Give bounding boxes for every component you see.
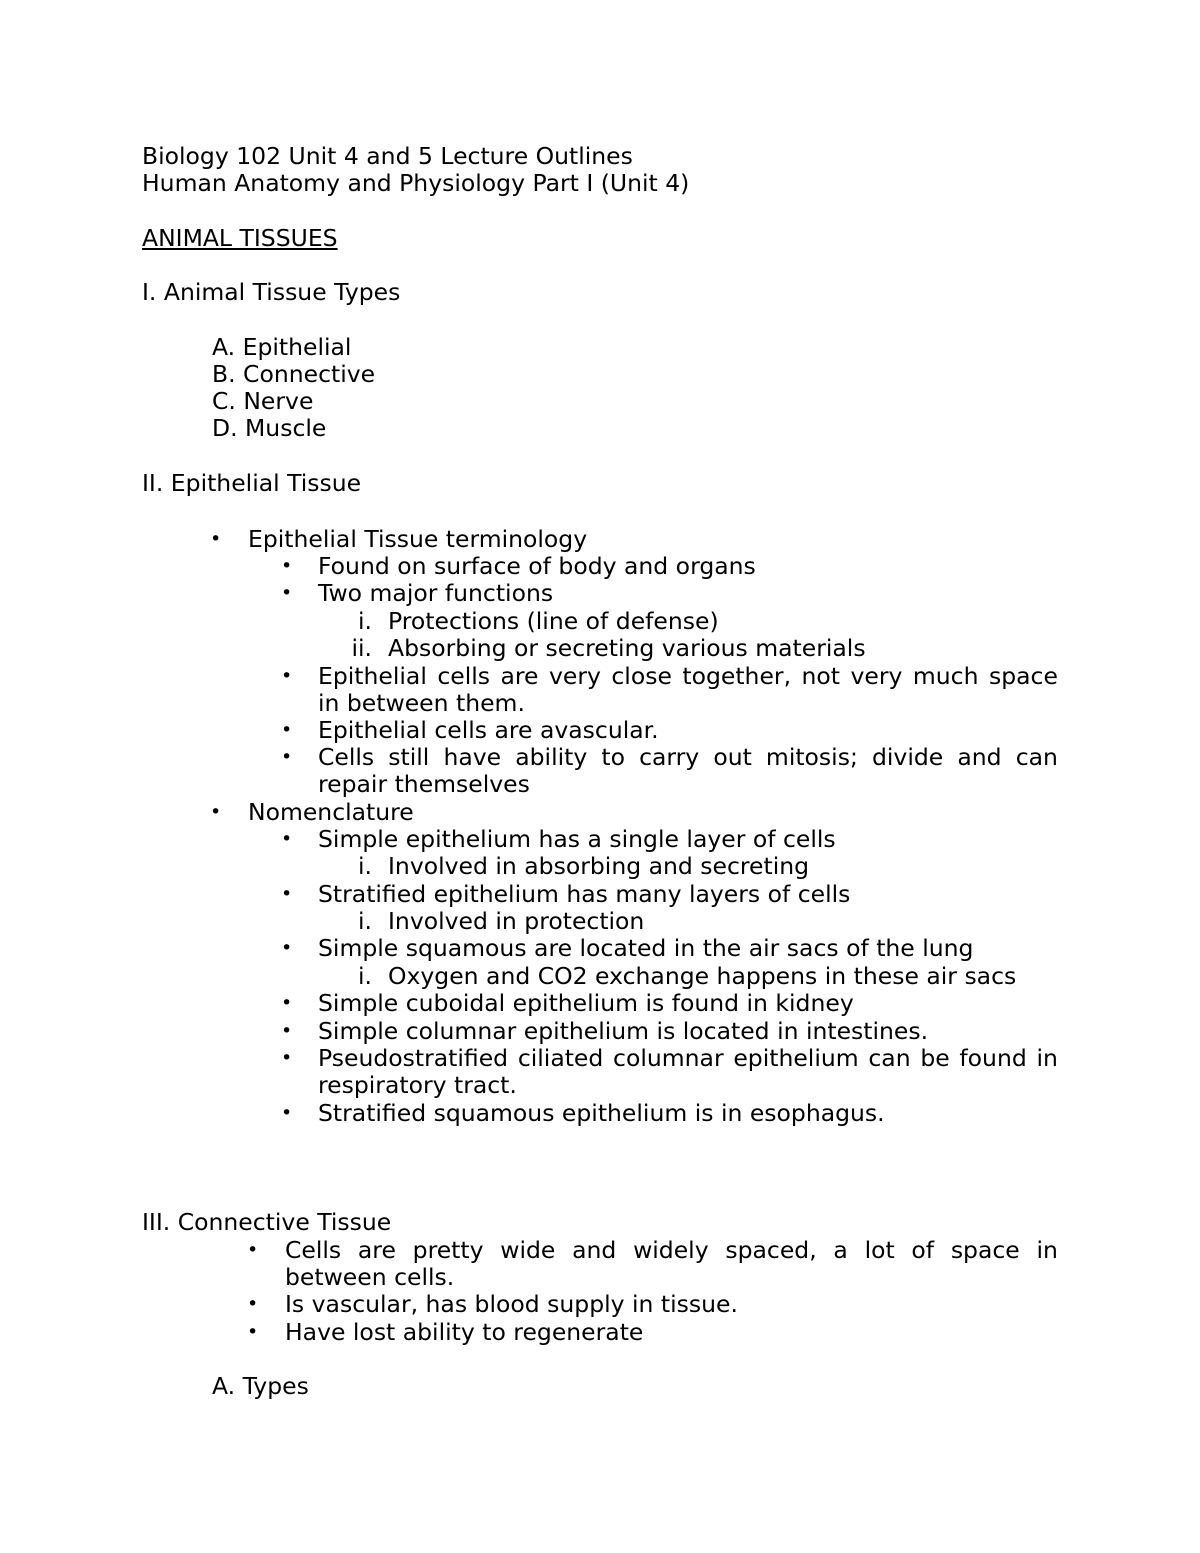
word: a — [833, 1236, 848, 1264]
word: cells — [437, 662, 491, 690]
word: widely — [633, 1236, 709, 1264]
word: columnar — [613, 1044, 724, 1072]
word: found — [959, 1044, 1027, 1072]
word: of — [911, 1236, 935, 1264]
sub-list-item: Involved in protection — [388, 907, 645, 935]
word: mitosis; — [765, 743, 858, 771]
terminology-label: Epithelial Tissue terminology — [248, 525, 588, 553]
list-item-continuation: respiratory tract. — [318, 1071, 517, 1099]
word: pretty — [412, 1236, 484, 1264]
bullet: • — [281, 1020, 293, 1042]
tissue-type-item: B. Connective — [212, 360, 376, 388]
bullet: • — [247, 1239, 259, 1261]
sub-list-item: Absorbing or secreting various materials — [388, 634, 866, 662]
sub-list-item: Protections (line of defense) — [388, 607, 719, 635]
roman-numeral: i. — [358, 607, 372, 635]
roman-numeral: i. — [358, 907, 372, 935]
word: to — [601, 743, 625, 771]
bullet: • — [281, 719, 293, 741]
bullet: • — [281, 992, 293, 1014]
section-2-title: II. Epithelial Tissue — [142, 469, 362, 497]
bullet: • — [281, 1102, 293, 1124]
bullet: • — [281, 937, 293, 959]
word: and — [572, 1236, 617, 1264]
roman-numeral: ii. — [351, 634, 372, 662]
list-item-justified — [318, 662, 1058, 690]
word: much — [912, 662, 979, 690]
word: space — [950, 1236, 1020, 1264]
list-item: Have lost ability to regenerate — [285, 1318, 644, 1346]
list-item: Stratified epithelium has many layers of cells — [318, 880, 851, 908]
tissue-type-item: D. Muscle — [212, 414, 327, 442]
word: carry — [639, 743, 700, 771]
list-item: Found on surface of body and organs — [318, 552, 756, 580]
word: Epithelial — [318, 662, 427, 690]
word: Pseudostratified — [318, 1044, 509, 1072]
sub-list-item: Oxygen and CO2 exchange happens in these air sacs — [388, 962, 1017, 990]
section-heading: ANIMAL TISSUES — [142, 224, 338, 252]
list-item-continuation: in between them. — [318, 689, 525, 717]
list-item: Is vascular, has blood supply in tissue. — [285, 1290, 738, 1318]
word: ciliated — [517, 1044, 604, 1072]
word: ability — [515, 743, 588, 771]
bullet: • — [210, 801, 222, 823]
bullet: • — [281, 828, 293, 850]
word: spaced, — [725, 1236, 817, 1264]
word: Cells — [285, 1236, 342, 1264]
list-item-justified — [318, 1044, 1058, 1072]
bullet: • — [281, 582, 293, 604]
list-item-justified — [318, 743, 1058, 771]
word: lot — [864, 1236, 895, 1264]
document-title: Biology 102 Unit 4 and 5 Lecture Outlines — [142, 142, 633, 170]
word: close — [611, 662, 672, 690]
bullet: • — [210, 528, 222, 550]
list-item-justified — [285, 1236, 1058, 1264]
bullet: • — [281, 555, 293, 577]
word: in — [1036, 1044, 1058, 1072]
section-3-title: III. Connective Tissue — [142, 1208, 392, 1236]
bullet: • — [281, 883, 293, 905]
word: very — [850, 662, 903, 690]
list-item-continuation: between cells. — [285, 1263, 455, 1291]
word: Cells — [318, 743, 375, 771]
bullet: • — [247, 1293, 259, 1315]
list-item-continuation: repair themselves — [318, 770, 530, 798]
tissue-type-item: A. Epithelial — [212, 333, 352, 361]
word: out — [713, 743, 752, 771]
word: can — [868, 1044, 911, 1072]
word: together, — [682, 662, 792, 690]
word: and — [957, 743, 1002, 771]
word: wide — [500, 1236, 556, 1264]
word: very — [548, 662, 601, 690]
section-1-title: I. Animal Tissue Types — [142, 278, 401, 306]
word: divide — [871, 743, 944, 771]
word: have — [443, 743, 502, 771]
word: in — [1036, 1236, 1058, 1264]
list-item: Simple epithelium has a single layer of cells — [318, 825, 836, 853]
roman-numeral: i. — [358, 962, 372, 990]
word: still — [388, 743, 430, 771]
list-item: Simple cuboidal epithelium is found in kidney — [318, 989, 854, 1017]
word: not — [801, 662, 841, 690]
list-item: Two major functions — [318, 579, 554, 607]
list-item: Simple squamous are located in the air sacs of the lung — [318, 934, 974, 962]
list-item: Stratified squamous epithelium is in esophagus. — [318, 1099, 885, 1127]
bullet: • — [281, 746, 293, 768]
word: space — [988, 662, 1058, 690]
list-item: Epithelial cells are avascular. — [318, 716, 659, 744]
sub-list-item: Involved in absorbing and secreting — [388, 852, 810, 880]
bullet: • — [281, 1047, 293, 1069]
word: can — [1015, 743, 1058, 771]
roman-numeral: i. — [358, 852, 372, 880]
word: be — [920, 1044, 950, 1072]
word: are — [357, 1236, 396, 1264]
nomenclature-label: Nomenclature — [248, 798, 414, 826]
tissue-type-item: C. Nerve — [212, 387, 314, 415]
list-item: Simple columnar epithelium is located in intestines. — [318, 1017, 929, 1045]
document-subtitle: Human Anatomy and Physiology Part I (Unit 4) — [142, 169, 690, 197]
bullet: • — [247, 1321, 259, 1343]
word: are — [500, 662, 539, 690]
bullet: • — [281, 665, 293, 687]
word: epithelium — [733, 1044, 859, 1072]
subsection-title: A. Types — [212, 1372, 309, 1400]
